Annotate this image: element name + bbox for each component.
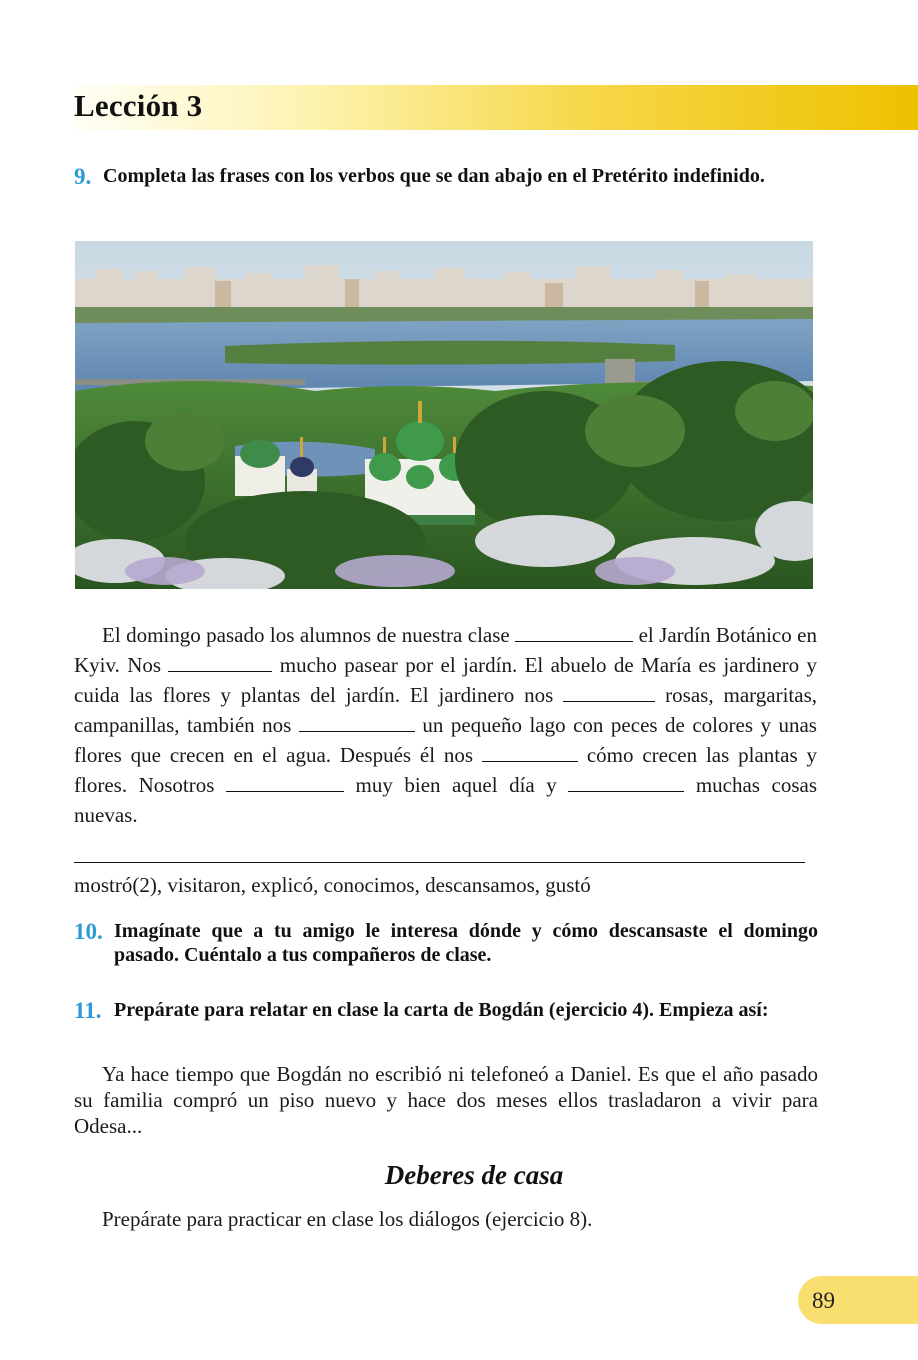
homework-text: Prepárate para practicar en clase los diálogos (ejercicio 8). [102,1207,593,1231]
exercise-number: 11. [74,998,102,1023]
exercise-11 [74,998,818,1022]
exercise-instruction: Prepárate para relatar en clase la carta de Bogdán (ejercicio 4). Empieza así: [114,999,769,1021]
story-text: el Jardín Botánico en Kyiv. Nos [74,623,817,677]
blank-6[interactable] [226,773,344,792]
blank-5[interactable] [482,743,578,762]
lesson-title: Lección 3 [74,88,203,123]
story-text: un pequeño lago con peces de colores y unas flores que crecen en el agua. Después él nos [74,713,817,767]
exercise-instruction: Completa las frases con los verbos que se dan abajo en el Pretérito indefinido. [103,165,765,187]
exercise-number: 10. [74,919,103,944]
blank-2[interactable] [168,653,272,672]
story-text: cómo crecen las plantas y flores. Nosotros [74,743,817,797]
blank-7[interactable] [568,773,684,792]
photo-kyiv-landscape [75,241,813,589]
separator-line [74,862,805,863]
story-text: muy bien aquel día y [343,773,569,797]
exercise-10 [74,919,818,967]
fill-in-story [74,620,817,830]
homework-title: Deberes de casa [384,1160,564,1190]
exercise-11-text: Ya hace tiempo que Bogdán no escribió ni telefoneó a Daniel. Es que el año pasado su familia compró un piso nuevo y hace dos meses ellos trasladaron a vivir para Odesa... [74,1062,818,1138]
word-bank: mostró(2), visitaron, explicó, conocimos, descansamos, gustó [74,873,591,897]
exercise-number: 9. [74,164,92,189]
blank-1[interactable] [515,623,633,642]
story-text: muchas cosas nuevas. [74,773,817,827]
story-text: rosas, margaritas, campanillas, también nos [74,683,817,737]
exercise-instruction: Imagínate que a tu amigo le interesa dónde y cómo descansaste el domingo pasado. Cuéntalo a tus compañeros de clase. [114,920,818,966]
blank-3[interactable] [563,683,655,702]
story-text: mucho pasear por el jardín. El abuelo de María es jardinero y cuida las flores y plantas del jardín. El jardinero nos [74,653,817,707]
blank-4[interactable] [299,713,415,732]
exercise-9 [74,164,818,188]
story-text: El domingo pasado los alumnos de nuestra clase [102,623,516,647]
page-number: 89 [812,1288,835,1313]
